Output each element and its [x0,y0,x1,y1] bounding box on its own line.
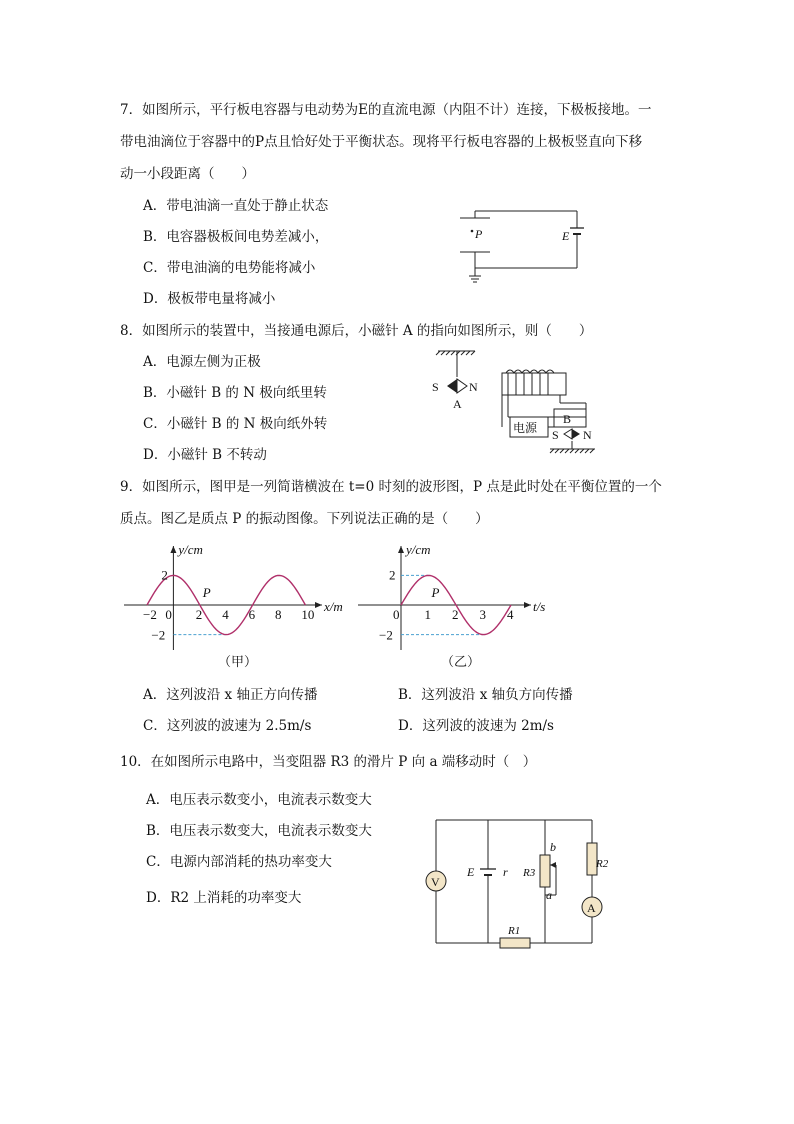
q8-power-label: 电源 [513,421,538,435]
y-tick-label: −2 [151,627,166,643]
q9-option-c: C．这列波的波速为 2.5m/s [143,718,312,734]
y-axis-label: y/cm [406,542,431,557]
point-p-label: P [431,585,440,600]
q10-stem: 10．在如图所示电路中，当变阻器 R3 的滑片 P 向 a 端移动时（ ） [120,754,537,770]
ammeter-label: A [587,901,596,915]
point-p-label: P [202,585,211,600]
x-tick-label: 4 [507,607,514,622]
q8-stem: 8．如图所示的装置中，当接通电源后，小磁针 A 的指向如图所示，则（ ） [120,323,593,339]
q7-option-c: C．带电油滴的电势能将减小 [143,260,316,276]
x-axis-label: t/s [533,599,546,614]
q10-b-label: b [550,840,556,854]
resistor-r3 [540,855,550,887]
x-tick-label: 2 [452,607,459,622]
y-tick-label: 2 [161,567,168,583]
q7-option-d: D．极板带电量将减小 [143,291,276,307]
q10-r2-label: R2 [596,858,609,870]
q9-option-a: A．这列波沿 x 轴正方向传播 [143,687,318,703]
q8-option-a: A．电源左侧为正极 [143,354,261,370]
q8-b-s-label: S [552,428,559,442]
q7-line1: 7．如图所示，平行板电容器与电动势为E的直流电源（内阻不计）连接，下极板接地。一 [120,102,652,118]
x-tick-label: 3 [479,607,486,622]
x-tick-label: 8 [275,607,282,622]
y-tick-label: 2 [389,567,396,583]
q9-option-d: D．这列波的波速为 2m/s [398,718,554,734]
voltmeter-label: V [431,875,440,889]
q8-a-s-label: S [432,380,439,394]
q8-needle-a-label: A [453,397,462,411]
q10-r-label: r [503,865,508,879]
q8-option-c: C．小磁针 B 的 N 极向纸外转 [143,416,328,432]
x-tick-label: −2 [143,607,157,622]
q10-a-label: a [546,888,552,902]
chart-title: （甲） [218,654,258,669]
q7-line3: 动一小段距离（ ） [120,166,255,182]
q10-circuit-diagram [420,815,609,950]
q8-option-b: B．小磁针 B 的 N 极向纸里转 [143,385,327,401]
x-tick-label: 0 [393,607,400,622]
q10-e-label: E [467,865,475,879]
q10-option-b: B．电压表示数变大，电流表示数变大 [146,823,372,839]
q7-e-label: E [562,229,570,243]
q10-r1-label: R1 [508,925,521,937]
q10-option-c: C．电源内部消耗的热功率变大 [146,854,332,870]
y-axis-label: y/cm [178,542,203,557]
x-axis-arrow [524,602,531,608]
q10-option-d: D．R2 上消耗的功率变大 [146,890,302,906]
q10-r3-label: R3 [523,867,536,879]
x-tick-label: 4 [222,607,229,622]
q8-a-n-label: N [469,380,478,394]
q7-p-label: P [475,227,483,241]
chart-title: （乙） [441,654,481,669]
q7-option-a: A．带电油滴一直处于静止状态 [143,198,329,214]
resistor-r1 [500,938,530,948]
x-tick-label: 2 [195,607,203,622]
x-tick-label: 0 [165,607,172,622]
x-axis-label: x/m [324,599,343,614]
slider-p-arrow [550,862,556,868]
q8-b-n-label: N [583,428,592,442]
q7-line2: 带电油滴位于容器中的P点且恰好处于平衡状态。现将平行板电容器的上极板竖直向下移 [120,134,643,150]
q10-option-a: A．电压表示数变小，电流表示数变大 [146,792,372,808]
q8-needle-b-label: B [563,412,572,426]
q9-option-b: B．这列波沿 x 轴负方向传播 [398,687,573,703]
x-tick-label: 1 [424,607,431,622]
x-tick-label: 6 [248,607,256,622]
y-axis-arrow [398,546,404,553]
q9-line2: 质点。图乙是质点 P 的振动图像。下列说法正确的是（ ） [120,511,489,527]
q8-option-d: D．小磁针 B 不转动 [143,447,267,463]
y-tick-label: −2 [379,627,393,643]
x-tick-label: 10 [301,607,315,622]
q9-line1: 9．如图所示，图甲是一列简谐横波在 t=0 时刻的波形图，P 点是此时处在平衡位置的一个 [120,479,662,495]
q7-option-b: B．电容器极板间电势差减小， [143,229,329,245]
